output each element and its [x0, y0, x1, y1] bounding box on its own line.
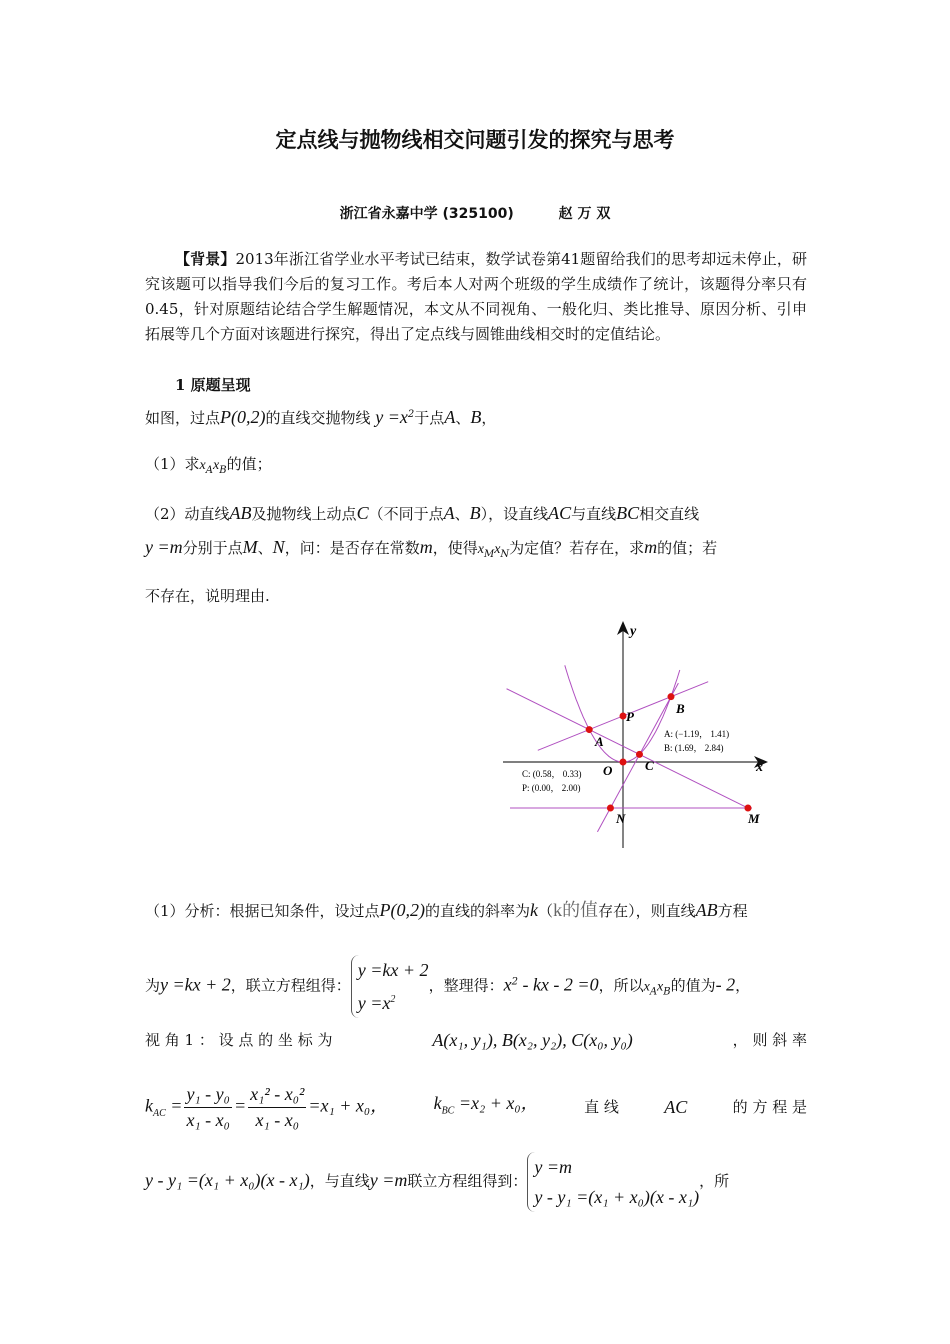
- background-label: 【背景】: [175, 250, 236, 268]
- coord-C: C: (0.58， 0.33): [522, 769, 582, 779]
- section-heading: 1 原题呈现: [175, 376, 251, 394]
- label-A: A: [595, 734, 604, 749]
- analysis-line-1: （1）分析：根据已知条件，设过点P(0,2)的直线的斜率为k（k的值存在），则直线AB方程: [145, 900, 748, 920]
- question-1: （1）求$x_Ax_B$的值；: [145, 455, 272, 476]
- author-line: [0, 203, 950, 223]
- label-P: P: [626, 709, 634, 724]
- coord-P: P: (0.00， 2.00): [522, 783, 581, 793]
- analysis-line-3: 视 角 1 ： 设 点 的 坐 标 为 A(x₁, y₁), B(x₂, y₂), C(x₀, y₀) ， 则 斜 率: [145, 1030, 807, 1050]
- label-O: O: [603, 763, 613, 778]
- author-school: 浙江省永嘉中学 (325100): [339, 206, 514, 222]
- background-text: 2013年浙江省学业水平考试已结束，数学试卷第41题留给我们的思考却远未停止，研究该题可以指导我们今后的复习工作。考后本人对两个班级的学生成绩作了统计，该题得分率只有0.45，针对原题结论结合学生解题情况，本文从不同视角、一般化归、类比推导、原因分析、引申拓展等几个方面对该题进行探究，得出了定点线与圆锥曲线相交时的定值结论。: [145, 250, 807, 343]
- label-B: B: [676, 701, 685, 716]
- coord-A: A: (−1.19， 1.41): [664, 729, 730, 739]
- coord-B: B: (1.69， 2.84): [664, 743, 724, 753]
- page-title: 定点线与抛物线相交问题引发的探究与思考: [275, 128, 675, 152]
- y-axis-label: y: [630, 624, 637, 639]
- x-axis-label: x: [756, 760, 763, 775]
- point-N: [607, 805, 614, 812]
- author-name: 赵 万 双: [558, 206, 611, 222]
- problem-intro: 如图，过点P(0,2)的直线交抛物线 $y =x^2$于点A、B，: [145, 407, 497, 427]
- label-N: N: [616, 811, 626, 826]
- point-C: [636, 751, 643, 758]
- background-paragraph: [145, 247, 807, 347]
- parabola-figure: [500, 615, 780, 855]
- label-C: C: [645, 758, 654, 773]
- question-2: （2）动直线AB及抛物线上动点C（不同于点A、B），设直线AC与直线BC相交直线 y =m分别于点M、N，问：是否存在常数m，使得$x_Mx_N$为定值？若存在，求m的值；若 不存在，说明理由.: [145, 503, 718, 605]
- equation-system-2: y =m y - y₁ =(x₁ + x₀)(x - x₁): [527, 1152, 699, 1212]
- point-B: [667, 693, 674, 700]
- analysis-line-2: 为y =kx + 2，联立方程组得：y =kx + 2 $y =x^2$，整理得：$x^2$ - kx - 2 =0，所以$x_Ax_B$的值为- 2，: [145, 955, 807, 1018]
- point-A: [586, 726, 593, 733]
- label-M: M: [748, 811, 760, 826]
- point-O: [620, 759, 627, 766]
- equation-system-1: y =kx + 2 $y =x^2$: [351, 955, 429, 1018]
- analysis-line-5: y - y₁ =(x₁ + x₀)(x - x₁)，与直线y =m联立方程组得到：y =m y - y₁ =(x₁ + x₀)(x - x₁)，所: [145, 1152, 807, 1212]
- analysis-line-4: $k_{AC}$ = $\frac{\text{y₁ - y₀}}{\text{x₁ - x₀}}$ = $\frac{\text{x₁² - x₀²}}{\text{x₁ - x₀}}$ =x₁ + x₀， $k_{BC} =x_2 + x_0$， 直 线 AC 的 方 程 是: [145, 1084, 807, 1130]
